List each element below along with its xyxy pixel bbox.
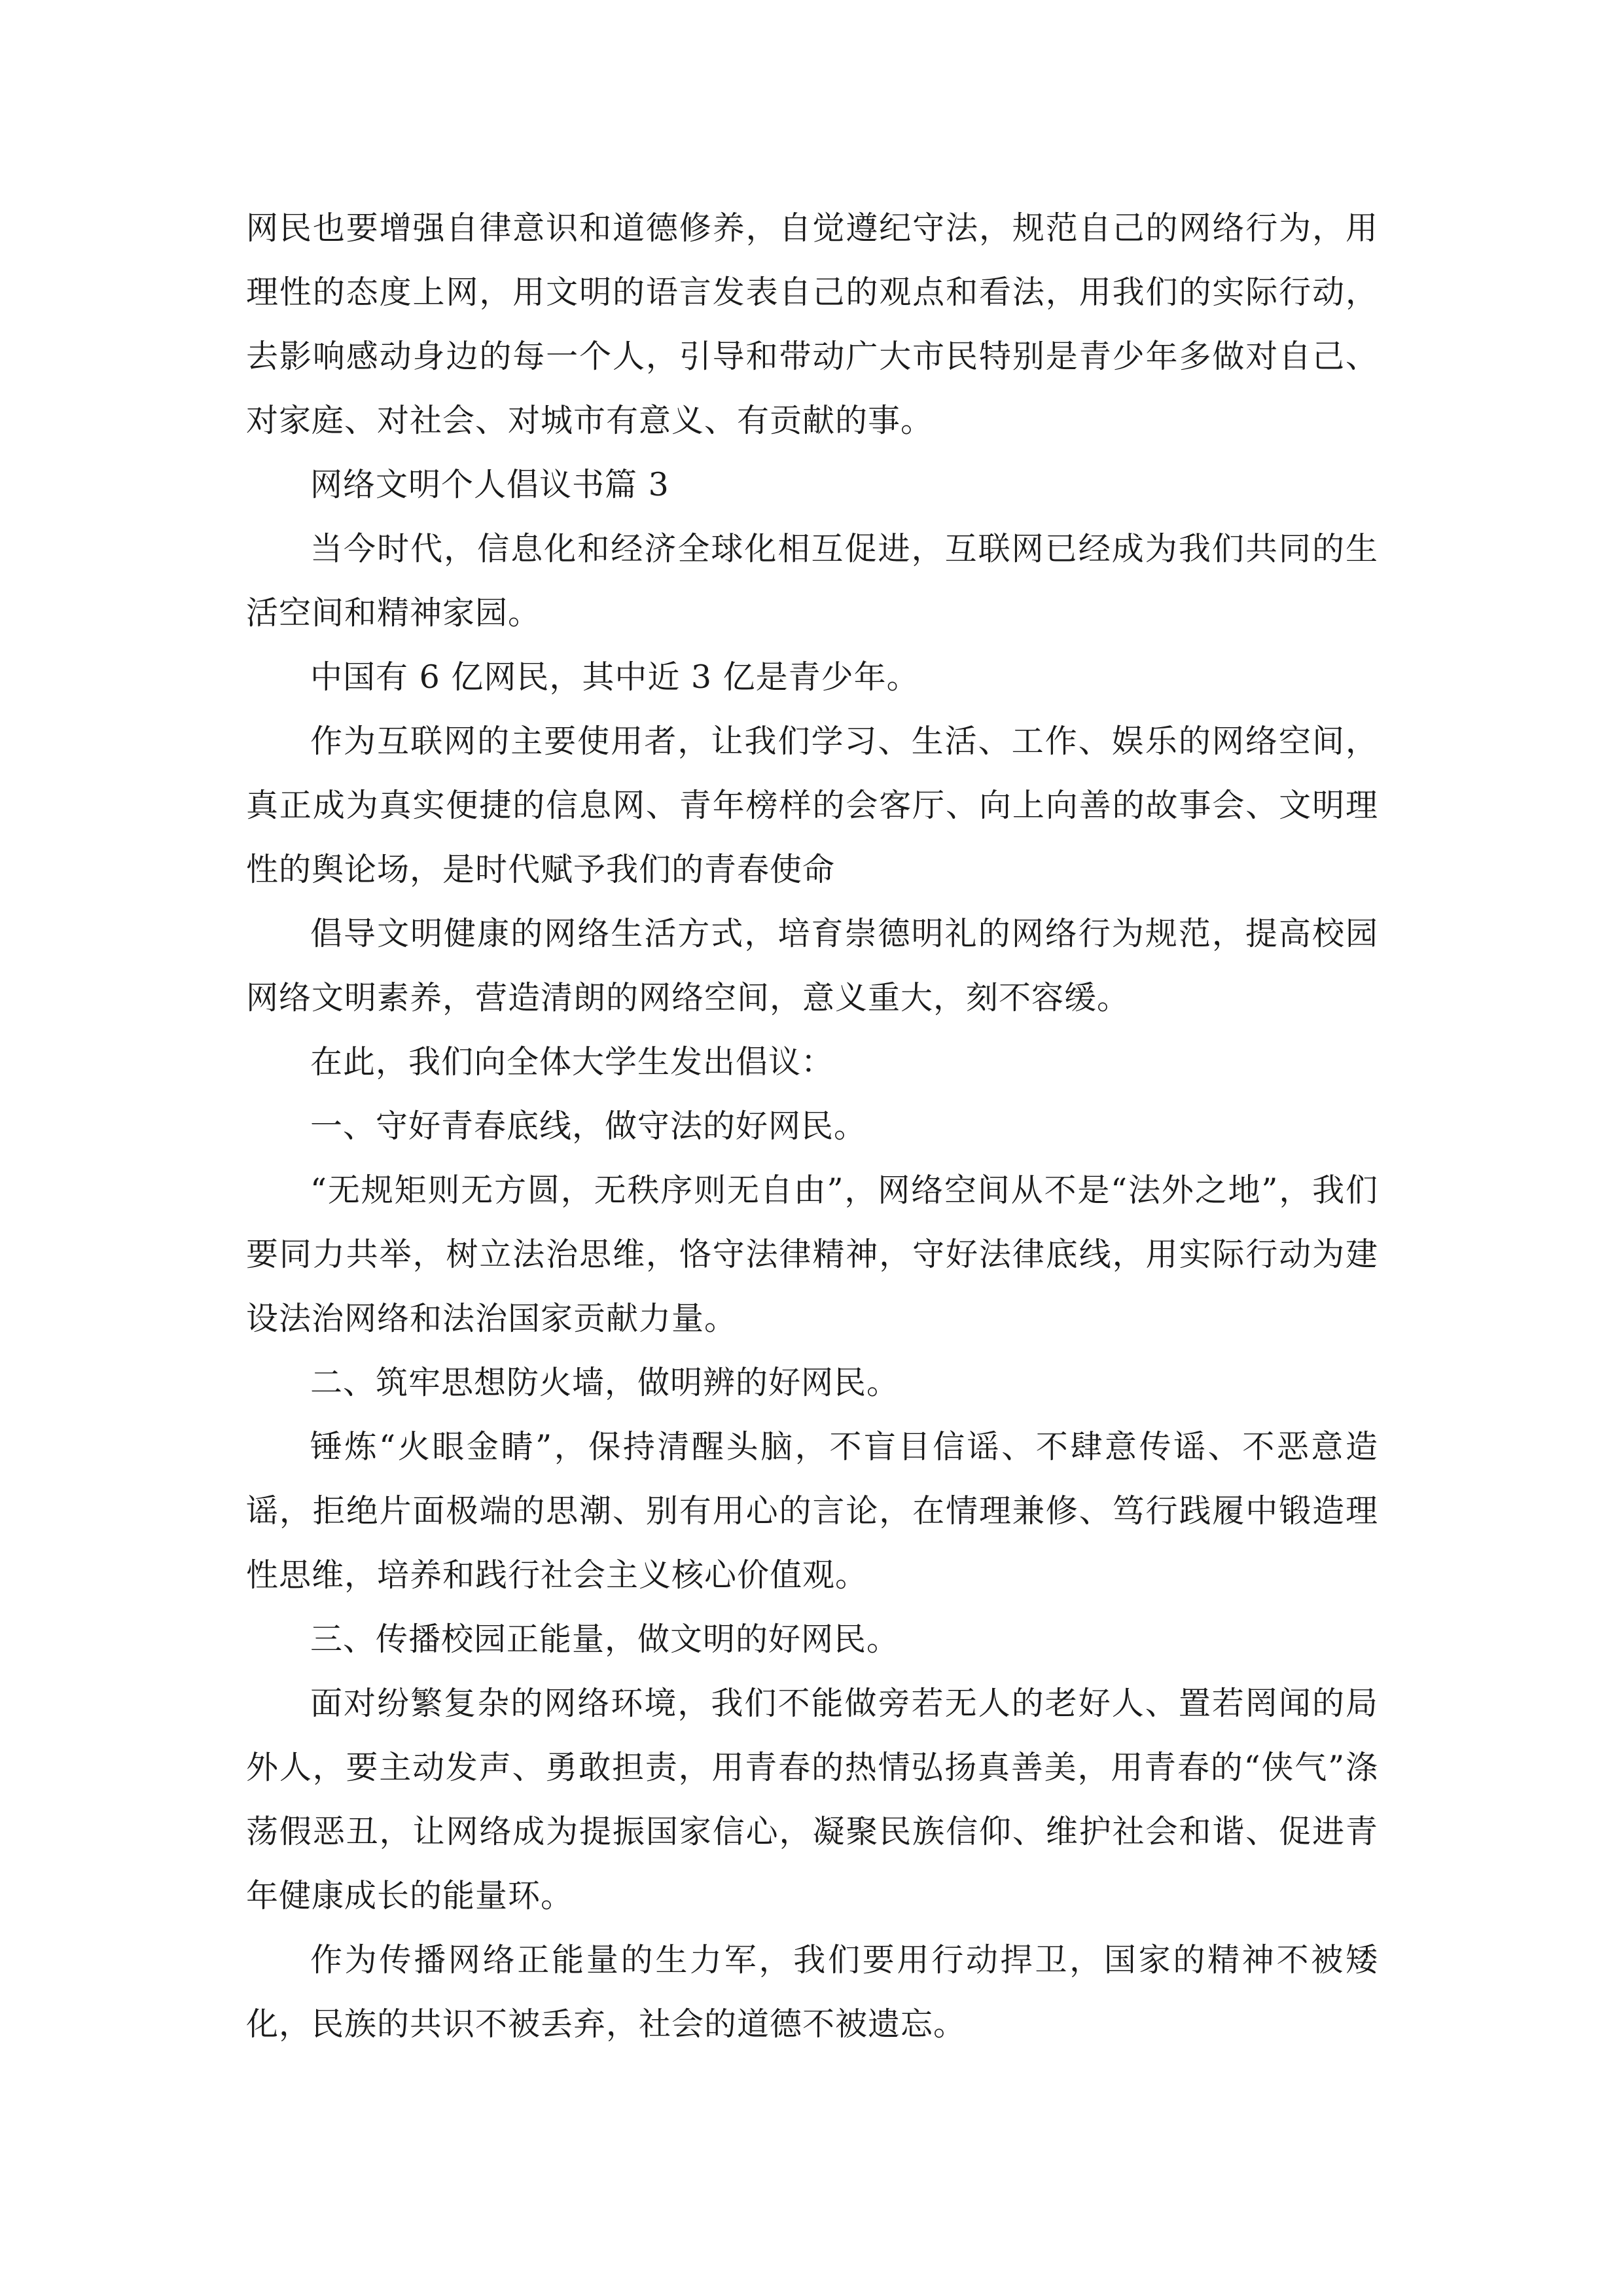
document-page	[246, 196, 1378, 2056]
paragraph: 锤炼“火眼金睛”，保持清醒头脑，不盲目信谣、不肆意传谣、不恶意造谣，拒绝片面极端的思潮、别有用心的言论，在情理兼修、笃行践履中锻造理性思维，培养和践行社会主义核心价值观。	[246, 1428, 1378, 1594]
paragraph-continuation: 网民也要增强自律意识和道德修养，自觉遵纪守法，规范自己的网络行为，用理性的态度上网，用文明的语言发表自己的观点和看法，用我们的实际行动，去影响感动身边的每一个人，引导和带动广大市民特别是青少年多做对自己、对家庭、对社会、对城市有意义、有贡献的事。	[246, 209, 1378, 439]
paragraph: 作为传播网络正能量的生力军，我们要用行动捍卫，国家的精神不被矮化，民族的共识不被丢弃，社会的道德不被遗忘。	[246, 1941, 1378, 2043]
paragraph: 中国有 6 亿网民，其中近 3 亿是青少年。	[310, 658, 919, 696]
paragraph: 倡导文明健康的网络生活方式，培育崇德明礼的网络行为规范，提高校园网络文明素养，营造清朗的网络空间，意义重大，刻不容缓。	[246, 915, 1378, 1016]
point-heading: 三、传播校园正能量，做文明的好网民。	[310, 1621, 900, 1658]
paragraph: 在此，我们向全体大学生发出倡议：	[310, 1043, 834, 1081]
paragraph: 作为互联网的主要使用者，让我们学习、生活、工作、娱乐的网络空间，真正成为真实便捷的信息网、青年榜样的会客厅、向上向善的故事会、文明理性的舆论场，是时代赋予我们的青春使命	[246, 723, 1378, 888]
point-heading: 一、守好青春底线，做守法的好网民。	[310, 1107, 867, 1145]
point-heading: 二、筑牢思想防火墙，做明辨的好网民。	[310, 1364, 900, 1401]
section-heading: 网络文明个人倡议书篇 3	[310, 466, 669, 503]
paragraph: “无规矩则无方圆，无秩序则无自由”，网络空间从不是“法外之地”，我们要同力共举，树立法治思维，恪守法律精神，守好法律底线，用实际行动为建设法治网络和法治国家贡献力量。	[246, 1172, 1378, 1337]
paragraph: 面对纷繁复杂的网络环境，我们不能做旁若无人的老好人、置若罔闻的局外人，要主动发声、勇敢担责，用青春的热情弘扬真善美，用青春的“侠气”涤荡假恶丑，让网络成为提振国家信心，凝聚民族信仰、维护社会和谐、促进青年健康成长的能量环。	[246, 1685, 1378, 1914]
paragraph: 当今时代，信息化和经济全球化相互促进，互联网已经成为我们共同的生活空间和精神家园。	[246, 530, 1378, 632]
